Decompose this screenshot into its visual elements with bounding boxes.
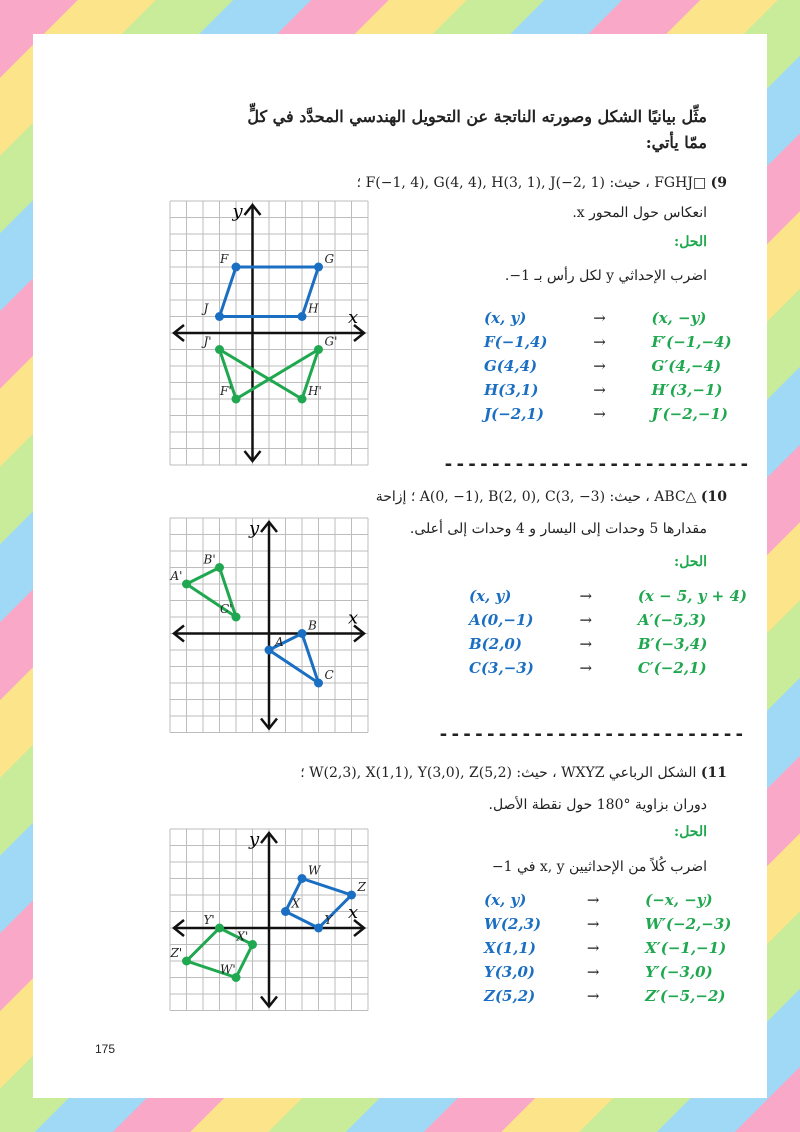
- vertex-point: [215, 312, 224, 321]
- intro-text: مثِّل بيانيًا الشكل وصورته الناتجة عن التحويل الهندسي المحدَّد في كلٍّ ممّا يأتي:: [247, 107, 707, 152]
- vertex-point: [232, 263, 241, 272]
- vertex-label: Y: [324, 913, 333, 927]
- problem-10-number: 10): [700, 489, 727, 505]
- vertex-point: [215, 345, 224, 354]
- x-axis-label: x: [348, 607, 359, 629]
- vertex-point: [232, 395, 241, 404]
- image-point-cell: Z′(−5,−2): [645, 987, 726, 1005]
- y-axis-label: y: [249, 518, 260, 539]
- problem-11-line2: دوران بزاوية °180 حول نقطة الأصل.: [488, 797, 707, 813]
- vertex-label: X: [291, 896, 301, 911]
- problem-9-mapping-table: [478, 306, 738, 426]
- problem-9-line1: □FGHJ ، حيث: F(−1, 4), G(4, 4), H(3, 1), J(−2, 1) ؛: [356, 175, 707, 191]
- vertex-point: [215, 924, 224, 933]
- original-point-cell: B(2,0): [469, 635, 522, 653]
- vertex-label: A': [170, 569, 183, 583]
- problem-11-solution-label: الحل:: [674, 824, 707, 840]
- x-axis-label: x: [348, 307, 359, 328]
- vertex-point: [265, 646, 274, 655]
- vertex-label: H': [308, 384, 322, 398]
- vertex-point: [314, 924, 323, 933]
- vertex-point: [182, 957, 191, 966]
- problem-10-mapping-table: [463, 584, 753, 680]
- original-point-cell: F(−1,4): [484, 333, 548, 351]
- vertex-label: F': [220, 384, 232, 398]
- original-point-cell: Z(5,2): [484, 987, 536, 1005]
- mapping-row: [478, 306, 738, 330]
- original-point-cell: J(−2,1): [484, 405, 544, 423]
- mapping-row: [463, 584, 753, 608]
- vertex-point: [298, 312, 307, 321]
- arrow-icon: →: [579, 635, 593, 653]
- vertex-point: [182, 580, 191, 589]
- vertex-label: B': [203, 552, 216, 567]
- vertex-point: [347, 891, 356, 900]
- vertex-point: [298, 395, 307, 404]
- vertex-point: [248, 940, 257, 949]
- arrow-icon: →: [579, 611, 593, 629]
- image-point-cell: X′(−1,−1): [645, 939, 727, 957]
- page-number: 175: [95, 1042, 116, 1056]
- image-point-cell: Y′(−3,0): [645, 963, 713, 981]
- vertex-label: J: [203, 301, 209, 316]
- original-point-cell: (x, y): [484, 891, 527, 909]
- image-point-cell: W′(−2,−3): [645, 915, 732, 933]
- vertex-point: [232, 613, 241, 622]
- arrow-icon: →: [579, 659, 593, 677]
- vertex-label: Y': [203, 913, 215, 927]
- problem-10-graph: [169, 517, 369, 734]
- original-point-cell: (x, y): [484, 309, 527, 327]
- vertex-point: [314, 263, 323, 272]
- image-point-cell: H′(3,−1): [651, 381, 723, 399]
- problem-11-graph: [169, 828, 369, 1012]
- problem-11-statement: [247, 762, 727, 784]
- vertex-label: W: [308, 863, 321, 878]
- vertex-point: [314, 345, 323, 354]
- arrow-icon: →: [586, 963, 600, 981]
- worksheet-page: [33, 34, 767, 1098]
- original-point-cell: G(4,4): [484, 357, 538, 375]
- vertex-label: B: [308, 618, 317, 633]
- arrow-icon: →: [586, 987, 600, 1005]
- original-point-cell: C(3,−3): [469, 659, 534, 677]
- vertex-label: C': [220, 602, 233, 616]
- arrow-icon: →: [593, 309, 606, 327]
- vertex-point: [281, 907, 290, 916]
- vertex-label: F: [220, 252, 229, 266]
- arrow-icon: →: [579, 587, 593, 605]
- original-point-cell: (x, y): [469, 587, 512, 605]
- vertex-point: [298, 629, 307, 638]
- original-point-cell: X(1,1): [484, 939, 536, 957]
- vertex-label: Z': [170, 946, 183, 960]
- mapping-row: [478, 330, 738, 354]
- mapping-row: [478, 984, 737, 1008]
- image-point-cell: (−x, −y): [645, 891, 713, 909]
- mapping-row: [478, 912, 737, 936]
- image-point-cell: F′(−1,−4): [651, 333, 732, 351]
- problem-10-statement: [277, 486, 727, 508]
- vertex-label: G': [324, 334, 338, 349]
- vertex-point: [298, 874, 307, 883]
- problem-10-line2: مقدارها 5 وحدات إلى اليسار و 4 وحدات إلى أعلى.: [409, 521, 707, 537]
- mapping-row: [478, 378, 738, 402]
- problem-9-instruction: اضرب الإحداثي y لكل رأس بـ 1−.: [504, 268, 707, 284]
- problem-10-line1: △ABC ، حيث: A(0, −1), B(2, 0), C(3, −3) ؛ إزاحة: [375, 489, 697, 505]
- x-axis-label: x: [348, 902, 359, 923]
- image-point-cell: (x, −y): [651, 309, 707, 327]
- mapping-row: [478, 354, 738, 378]
- problem-9-solution-label: الحل:: [674, 234, 707, 250]
- mapping-row: [463, 656, 753, 680]
- mapping-row: [478, 960, 737, 984]
- original-point-cell: W(2,3): [484, 915, 542, 933]
- problem-11-instruction: اضرب كُلاً من الإحداثيين x, y في 1−: [491, 859, 707, 875]
- vertex-label: A: [275, 635, 284, 649]
- vertex-label: C: [324, 668, 334, 682]
- image-point-cell: G′(4,−4): [651, 357, 722, 375]
- vertex-point: [314, 679, 323, 688]
- problem-9-graph: [169, 200, 369, 466]
- arrow-icon: →: [586, 915, 600, 933]
- y-axis-label: y: [249, 829, 260, 850]
- vertex-label: X': [236, 929, 249, 944]
- mapping-row: [478, 888, 737, 912]
- problem-11-number: 11): [700, 765, 727, 781]
- problem-9-statement: [277, 172, 727, 194]
- arrow-icon: →: [586, 939, 600, 957]
- vertex-label: Z: [357, 880, 366, 894]
- mapping-row: [478, 936, 737, 960]
- separator-1: --------------------------: [443, 454, 751, 475]
- mapping-row: [478, 402, 738, 426]
- image-point-cell: B′(−3,4): [637, 635, 708, 653]
- problem-10-solution-label: الحل:: [674, 554, 707, 570]
- original-point-cell: A(0,−1): [469, 611, 534, 629]
- vertex-label: W': [220, 962, 236, 977]
- arrow-icon: →: [586, 891, 600, 909]
- arrow-icon: →: [593, 357, 606, 375]
- mapping-row: [463, 632, 753, 656]
- original-point-cell: H(3,1): [484, 381, 539, 399]
- image-point-cell: (x − 5, y + 4): [637, 587, 748, 605]
- image-point-cell: A′(−5,3): [637, 611, 707, 629]
- original-point-cell: Y(3,0): [484, 963, 535, 981]
- arrow-icon: →: [593, 381, 606, 399]
- image-point-cell: C′(−2,1): [637, 659, 707, 677]
- image-point-cell: J′(−2,−1): [651, 405, 728, 423]
- mapping-row: [463, 608, 753, 632]
- vertex-label: J': [203, 334, 212, 349]
- arrow-icon: →: [593, 333, 606, 351]
- vertex-label: G: [324, 252, 335, 266]
- problem-11-mapping-table: [478, 888, 737, 1008]
- problem-9-number: 9): [710, 175, 727, 191]
- separator-2: --------------------------: [438, 724, 746, 745]
- y-axis-label: y: [232, 201, 243, 222]
- problem-11-line1: الشكل الرباعي WXYZ ، حيث: W(2,3), X(1,1), Y(3,0), Z(5,2) ؛: [300, 765, 697, 781]
- arrow-icon: →: [593, 405, 606, 423]
- problem-9-line2: انعكاس حول المحور x.: [572, 205, 707, 221]
- vertex-label: H: [308, 301, 319, 316]
- vertex-point: [215, 563, 224, 572]
